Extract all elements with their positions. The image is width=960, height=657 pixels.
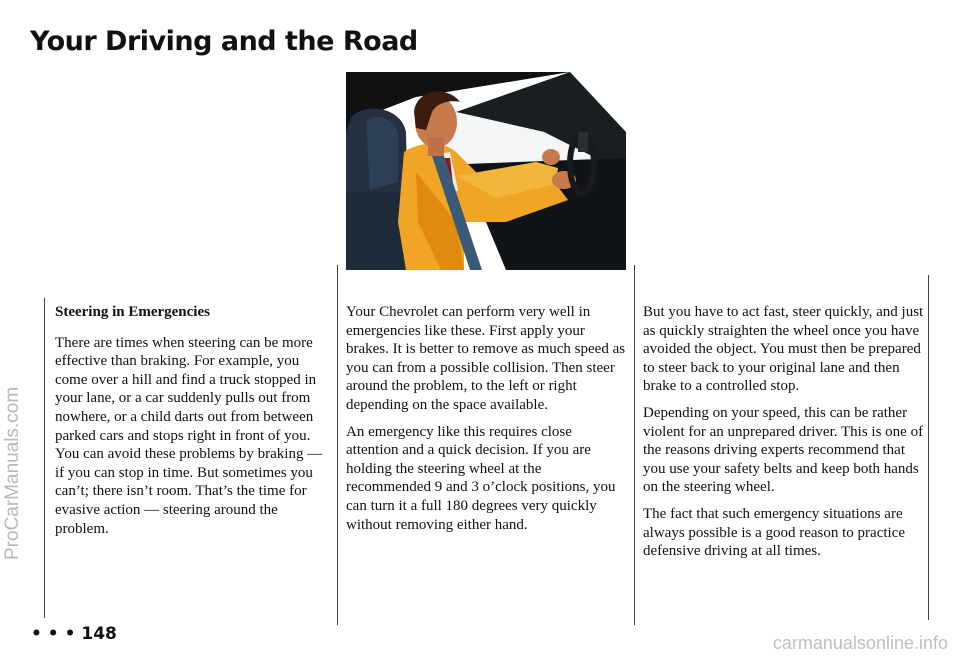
column3-paragraph: Depending on your speed, this can be rather violent for an unprepared driver. This is one of the reasons driving experts recommend that you use your safety belts and keep both hands on the steering wheel. [643,404,924,496]
column-divider-2 [337,265,338,625]
column3-paragraph: The fact that such emergency situations are always possible is a good reason to practice defensive driving at all times. [643,505,906,560]
column-2 [346,303,628,542]
page-marker: • • • [31,624,76,644]
page-number: 148 [81,624,117,644]
bottom-watermark: carmanualsonline.info [772,633,948,653]
column-divider-3 [634,265,635,625]
column3-paragraph: But you have to act fast, steer quickly, and just as quickly straighten the wheel once you have avoided the object. You must then be prepared to steer back to your original lane and then brake to a controlled stop. [643,304,924,395]
column-3 [643,303,925,569]
side-watermark: ProCarManuals.com [2,386,23,560]
section-heading: Steering in Emergencies [55,304,210,320]
column-divider-4 [928,275,929,620]
page-title: Your Driving and the Road [30,26,418,57]
column2-paragraph: Your Chevrolet can perform very well in emergencies like these. First apply your brakes. It is better to remove as much speed as you can from a possible collision. Then steer around the problem, to the left or right depending on the space available. [346,304,626,413]
driver-illustration [346,72,626,270]
column1-paragraph: There are times when steering can be more effective than braking. For example, you come over a hill and find a truck stopped in your lane, or a car suddenly pulls out from nowhere, or a child darts out from between parked cars and stops right in front of you. You can avoid these problems by braking — if you can stop in time. But sometimes you can’t; there isn’t room. That’s the time for evasive action — steering around the problem. [55,334,323,537]
column-divider-1 [44,298,45,618]
page-footer [31,624,117,644]
column2-paragraph: An emergency like this requires close attention and a quick decision. If you are holding the steering wheel at the recommended 9 and 3 o’clock positions, you can turn it a full 180 degrees very quickly without removing either hand. [346,423,616,533]
column-1 [55,303,333,546]
